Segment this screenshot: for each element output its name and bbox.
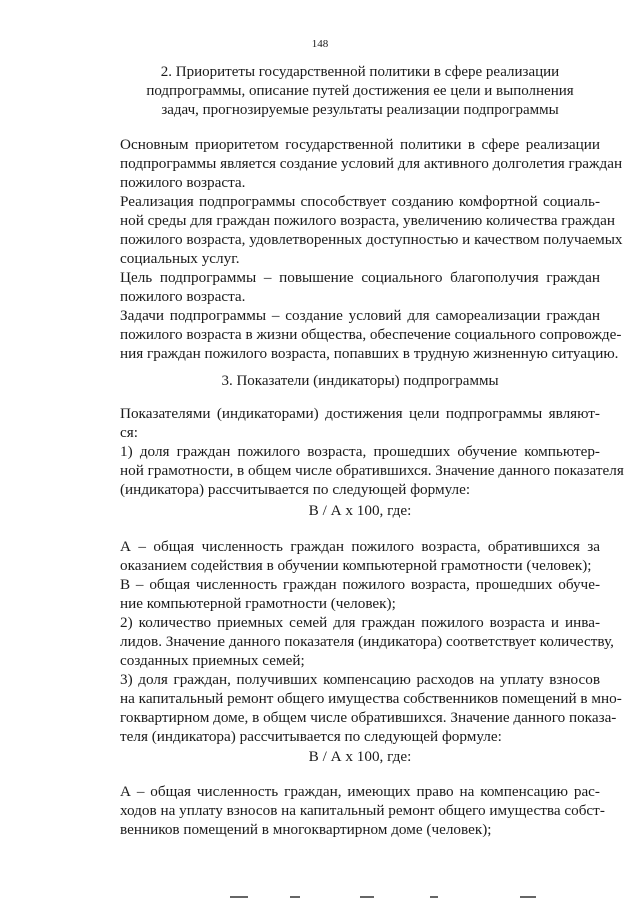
paragraph-tasks: [120, 306, 622, 363]
paragraph-priority-text: [120, 135, 623, 192]
definition-a-2: [120, 782, 605, 839]
definition-b-1: [120, 575, 600, 613]
paragraph-indicators-intro: [120, 404, 600, 442]
text-line: созданных приемных семей;: [120, 652, 305, 669]
text-line: [120, 135, 600, 154]
formula-2: В / А х 100, где:: [308, 748, 412, 765]
text-line: оказанием содействия в обучении компьютерной грамотности (человек);: [120, 557, 592, 574]
text-line: В – общая численность граждан пожилого возраста, прошедших обуче-: [120, 576, 600, 593]
text-line: гоквартирном доме, в общем числе обратившихся. Значение данного показа-: [120, 709, 617, 726]
paragraph-implementation: [120, 192, 623, 268]
text-line: ной среды для граждан пожилого возраста, увеличению количества граждан: [120, 212, 615, 229]
text-line: венников помещений в многоквартирном доме (человек);: [120, 821, 492, 838]
text-line: на капитальный ремонт общего имущества собственников помещений в мно-: [120, 690, 622, 707]
text-line: Реализация подпрограммы способствует созданию комфортной социаль-: [120, 193, 600, 210]
text-line: ся:: [120, 424, 138, 441]
text-line: 2) количество приемных семей для граждан пожилого возраста и инва-: [120, 614, 600, 631]
text-line: 1) доля граждан пожилого возраста, прошедших обучение компьютер-: [120, 443, 600, 460]
paragraph-indicator-1: [120, 442, 624, 499]
section-2-title-line: подпрограммы, описание путей достижения ее цели и выполнения: [146, 83, 574, 99]
text-line: ной грамотности, в общем числе обратившихся. Значение данного показателя: [120, 462, 624, 479]
text-line: Задачи подпрограммы – создание условий для самореализации граждан: [120, 307, 600, 324]
paragraph-indicator-2: [120, 613, 614, 670]
text-line: пожилого возраста, удовлетворенных доступностью и качеством получаемых: [120, 231, 623, 248]
fragment-mark: [520, 896, 536, 898]
text-line: теля (индикатора) рассчитывается по следующей формуле:: [120, 728, 502, 745]
fragment-mark: [430, 896, 438, 898]
fragment-mark: [360, 896, 374, 898]
page-number: 148: [311, 38, 329, 50]
text-line: А – общая численность граждан, имеющих право на компенсацию рас-: [120, 783, 600, 800]
formula-1: В / А х 100, где:: [308, 502, 412, 519]
text-line: ние компьютерной грамотности (человек);: [120, 595, 396, 612]
paragraph-indicator-3: [120, 670, 622, 746]
text-line: ния граждан пожилого возраста, попавших в трудную жизненную ситуацию.: [120, 345, 619, 362]
text-line: А – общая численность граждан пожилого возраста, обратившихся за: [120, 538, 600, 555]
text-line: пожилого возраста.: [120, 288, 246, 305]
fragment-mark: [290, 896, 300, 898]
paragraph-goal: [120, 268, 600, 306]
text-line-content: Основным приоритетом государственной политики в сфере реализации: [120, 136, 600, 153]
text-line: лидов. Значение данного показателя (индикатора) соответствует количеству,: [120, 633, 614, 650]
text-line: социальных услуг.: [120, 250, 240, 267]
text-line: пожилого возраста в жизни общества, обеспечение социального сопровожде-: [120, 326, 622, 343]
cropped-text-fragments: [230, 896, 560, 900]
text-line: ходов на уплату взносов на капитальный ремонт общего имущества собст-: [120, 802, 605, 819]
text-line: Показателями (индикаторами) достижения цели подпрограммы являют-: [120, 405, 600, 422]
section-2-title-line: задач, прогнозируемые результаты реализации подпрограммы: [161, 102, 559, 118]
section-3-title: 3. Показатели (индикаторы) подпрограммы: [221, 373, 499, 389]
text-line: (индикатора) рассчитывается по следующей формуле:: [120, 481, 471, 498]
text-line: 3) доля граждан, получивших компенсацию расходов на уплату взносов: [120, 671, 600, 688]
section-2-title-line: 2. Приоритеты государственной политики в сфере реализации: [160, 64, 560, 80]
text-line: подпрограммы является создание условий для активного долголетия граждан: [120, 155, 623, 172]
section-2-title: [120, 63, 600, 120]
text-line: Цель подпрограммы – повышение социального благополучия граждан: [120, 269, 600, 286]
definition-a-1: [120, 537, 600, 575]
fragment-mark: [230, 896, 248, 898]
text-line: пожилого возраста.: [120, 174, 246, 191]
